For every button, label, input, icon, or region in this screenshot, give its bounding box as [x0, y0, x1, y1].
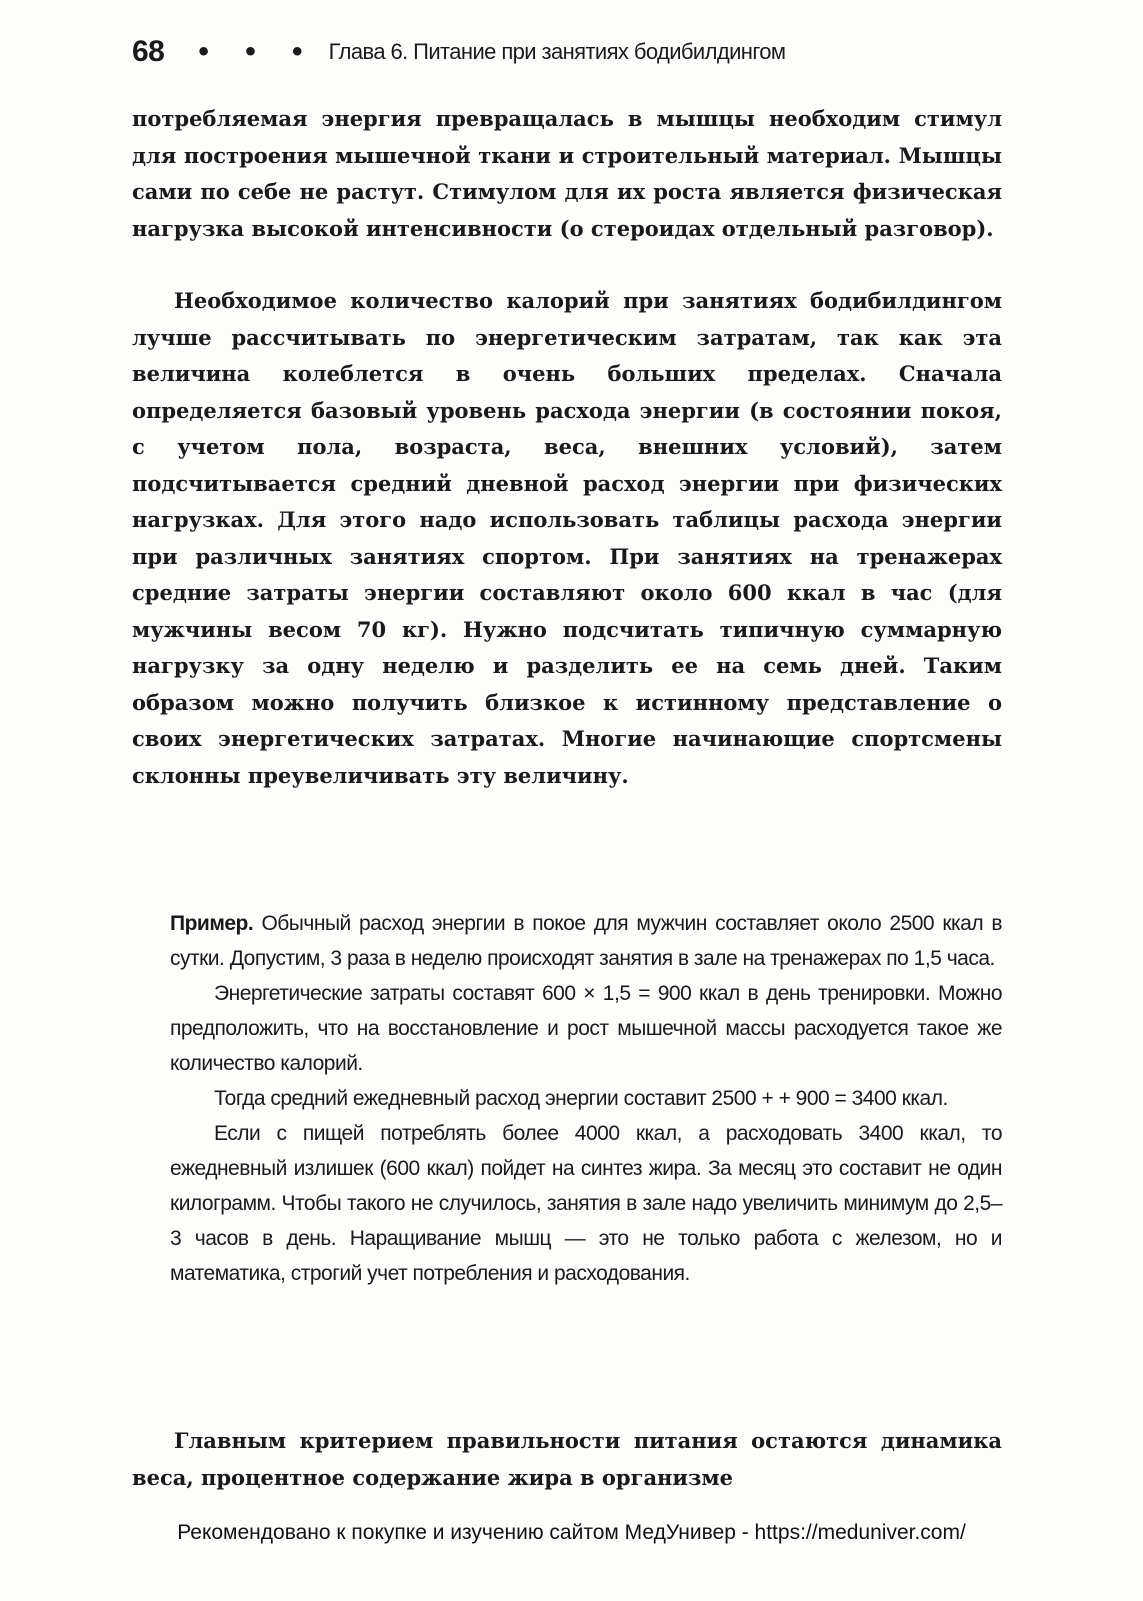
example-paragraph-2: Энергетические затраты составят 600 × 1,5 = 900 ккал в день тренировки. Можно предположить, что на восстановление и рост мышечной массы расходуется такое же количество калорий. [170, 982, 1002, 1075]
example-paragraph-3: Тогда средний ежедневный расход энергии составит 2500 + + 900 = 3400 ккал. [214, 1087, 948, 1110]
chapter-title: Глава 6. Питание при занятиях бодибилдингом [328, 39, 786, 64]
header-separator-dots: • • • [198, 35, 317, 68]
body-paragraph-1: потребляемая энергия превращалась в мышцы необходим стимул для построения мышечной ткани и строительный материал. Мышцы сами по себе не растут. Стимулом для их роста является физическая нагрузка высокой интенсивности (о стероидах отдельный разговор). [132, 106, 1002, 241]
running-head [132, 32, 1012, 72]
example-label: Пример. [170, 912, 254, 935]
footer-watermark-note: Рекомендовано к покупке и изучению сайтом МедУнивер - https://meduniver.com/ [177, 1521, 966, 1544]
example-intro-paragraph [170, 906, 1002, 976]
example-box [170, 906, 1002, 1291]
body-paragraph-3: Главным критерием правильности питания остаются динамика веса, процентное содержание жира в организме [132, 1428, 1002, 1490]
example-paragraph-4: Если с пищей потреблять более 4000 ккал, а расходовать 3400 ккал, то ежедневный излишек (600 ккал) пойдет на синтез жира. За месяц это составит не один килограмм. Чтобы такого не случилось, занятия в зале надо увеличить минимум до 2,5–3 часов в день. Наращивание мышц — это не только работа с железом, но и математика, строгий учет потребления и расходования. [170, 1122, 1002, 1285]
example-intro-text: Обычный расход энергии в покое для мужчин составляет около 2500 ккал в сутки. Допустим, 3 раза в неделю происходят занятия в зале на тренажерах по 1,5 часа. [170, 912, 1002, 970]
body-paragraph-2: Необходимое количество калорий при занятиях бодибилдингом лучше рассчитывать по энергетическим затратам, так как эта величина колеблется в очень больших пределах. Сначала определяется базовый уровень расхода энергии (в состоянии покоя, с учетом пола, возраста, веса, внешних условий), затем подсчитывается средний дневной расход энергии при физических нагрузках. Для этого надо использовать таблицы расхода энергии при различных занятиях спортом. При занятиях на тренажерах средние затраты энергии составляют около 600 ккал в час (для мужчины весом 70 кг). Нужно подсчитать типичную суммарную нагрузку за одну неделю и разделить ее на семь дней. Таким образом можно получить близкое к истинному представление о своих энергетических затратах. Многие начинающие спортсмены склонны преувеличивать эту величину. [132, 288, 1002, 788]
page-number: 68 [132, 35, 165, 68]
